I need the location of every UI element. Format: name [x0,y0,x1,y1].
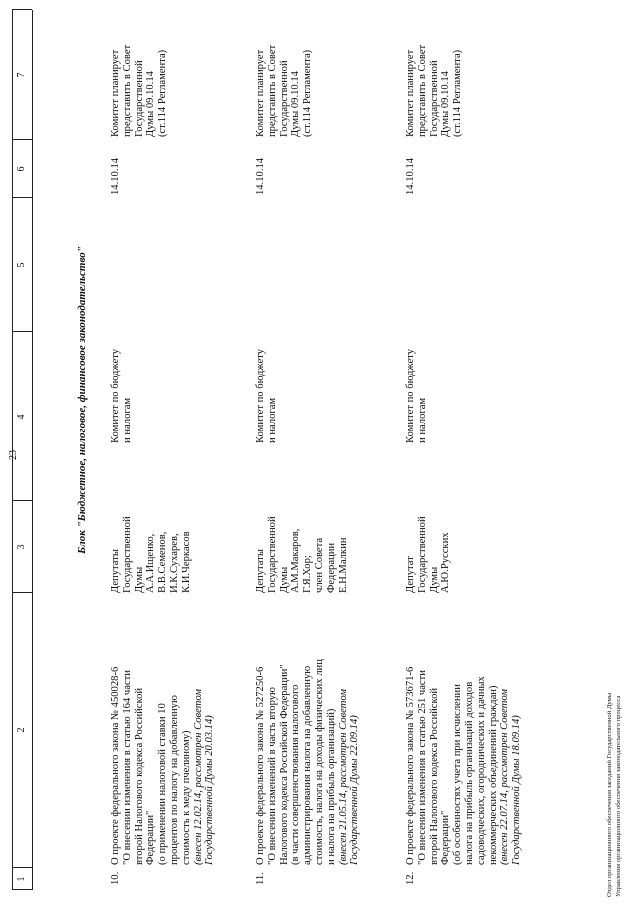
bill-description-line: О проекте федерального закона № 573671-6 [405,666,416,865]
column-number-2: 2 [16,727,27,733]
bill-description-line: второй Налогового кодекса Российской [428,687,440,865]
remark-line: Думы 09.10.14 [145,71,157,137]
remark-line: Думы 09.10.14 [440,71,452,137]
responsible-committee [255,349,279,443]
bill-authors [110,516,193,593]
committee-line: Комитет по бюджету [405,348,416,443]
bill-description-line: стоимость, налога на доходы физических лиц [313,659,325,865]
page-number: 23 [8,450,19,460]
author-line: Депутаты [110,549,121,593]
author-line: А.Ю.Русских [440,532,452,593]
bill-description-line: второй Налогового кодекса Российской [133,687,145,865]
header-top-rule [12,10,13,890]
author-line: Государственной [266,516,278,593]
author-line: член Совета [313,537,325,593]
committee-line: Комитет по бюджету [255,348,266,443]
bill-status-note-line: (внесен 12.02.14, рассмотрен Советом [192,689,204,865]
author-line: Депутаты [255,549,266,593]
remark-line: Государственной [278,60,290,137]
bill-status-note-line: Государственной Думы 22.09.14) [349,715,361,865]
column-number-4: 4 [16,414,27,420]
bill-description-line: Федерации" [145,810,157,865]
remark-line: Государственной [428,60,440,137]
bill-status-note-line: (внесен 22.07.14, рассмотрен Советом [499,689,511,865]
header-divider [12,197,32,198]
committee-remark [405,45,464,137]
header-bottom-rule [32,10,33,890]
author-line: И.К.Сухарев, [168,533,180,593]
author-line: Государственной [416,516,428,593]
bill-status-note-line: Государственной Думы 18.09.14) [511,715,523,865]
row-number: 11. [255,872,266,885]
author-line: А.А.Ищенко, [145,533,157,593]
author-line: Думы [133,566,145,593]
committee-remark [255,45,314,137]
block-title: Блок "Бюджетное, налоговое, финансовое законодательство" [76,246,88,554]
bill-description-line: и налога на прибыль организаций) [325,708,337,865]
bill-description [405,667,523,865]
remark-line: представить в Совет [121,44,133,137]
column-number-6: 6 [16,166,27,172]
remark-line: (ст.114 Регламента) [302,49,314,137]
bill-description [110,667,216,865]
header-border-right [12,9,32,10]
bill-description-line: Налогового кодекса Российской Федерации" [278,664,290,865]
planned-date: 14.10.14 [110,157,121,195]
bill-authors [405,516,452,593]
bill-description-line: налога на прибыль организаций доходов [463,681,475,865]
column-number-1: 1 [16,876,27,882]
bill-description-line: стоимость к меду пчелиному) [180,730,192,865]
bill-description-line: Федерации" [440,810,452,865]
footer-line-2: Управления организационного обеспечения законодательного процесса [615,695,622,897]
remark-line: Комитет планирует [255,49,266,137]
bill-authors [255,516,349,593]
bill-description-line: (в части совершенствования налогового [290,684,302,865]
bill-description-line: О проекте федерального закона № 527250-6 [255,666,266,865]
bill-description-line: администрирования налога на добавленную [302,665,314,865]
column-number-5: 5 [16,262,27,268]
bill-status-note-line: Государственной Думы 20.03.14) [204,715,216,865]
bill-description-line: некоммерческих объединений граждан) [487,685,499,865]
column-number-7: 7 [16,72,27,78]
committee-line: и налогам [266,397,278,443]
author-line: Депутат [405,556,416,593]
committee-line: и налогам [416,397,428,443]
author-line: В.В.Семенов, [157,531,169,593]
committee-line: и налогам [121,397,133,443]
row-number: 10. [110,871,121,885]
bill-status-note-line: (внесен 21.05.14, рассмотрен Советом [337,689,349,865]
remark-line: Государственной [133,60,145,137]
author-line: Федерации [325,542,337,593]
author-line: К.И.Черкасов [180,531,192,593]
bill-description [255,659,361,865]
author-line: Е.Н.Малкин [337,537,349,593]
planned-date: 14.10.14 [255,157,266,195]
bill-description-line: садоводческих, огороднических и дачных [475,676,487,865]
bill-description-line: "О внесении изменения в статью 251 части [416,670,428,865]
responsible-committee [110,349,134,443]
author-line: Думы [428,566,440,593]
remark-line: Комитет планирует [110,49,121,137]
column-number-3: 3 [16,544,27,550]
author-line: Государственной [121,516,133,593]
bill-description-line: О проекте федерального закона № 450028-6 [110,666,121,865]
committee-remark [110,45,169,137]
header-divider [12,139,32,140]
author-line: Думы [278,566,290,593]
planned-date: 14.10.14 [405,157,416,195]
responsible-committee [405,349,429,443]
header-divider [12,331,32,332]
bill-description-line: (об особенностях учета при исчислении [452,684,464,865]
header-divider [12,592,32,593]
row-number: 12. [405,871,416,885]
bill-description-line: (о применении налоговой ставки 10 [157,703,169,865]
remark-line: представить в Совет [266,44,278,137]
author-line: Г.Я.Хор; [302,555,314,593]
remark-line: Комитет планирует [405,49,416,137]
bill-description-line: процентов по налогу на добавленную [168,695,180,865]
remark-line: представить в Совет [416,44,428,137]
remark-line: (ст.114 Регламента) [452,49,464,137]
author-line: А.М.Макаров, [290,528,302,593]
remark-line: Думы 09.10.14 [290,71,302,137]
bill-description-line: "О внесении изменений в часть вторую [266,687,278,865]
header-divider [12,500,32,501]
remark-line: (ст.114 Регламента) [157,49,169,137]
footer-line-1: Отдел организационного обеспечения заседаний Государственной Думы [606,692,613,897]
committee-line: Комитет по бюджету [110,348,121,443]
bill-description-line: "О внесении изменения в статью 164 части [121,670,133,865]
